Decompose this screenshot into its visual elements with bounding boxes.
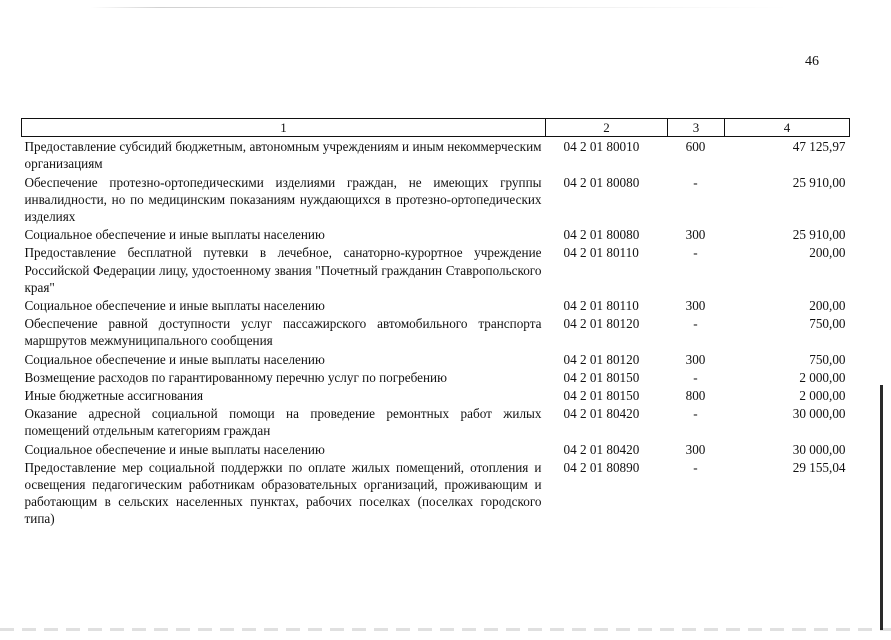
row-amount: 25 910,00 [792, 174, 846, 190]
row-amount: 30 000,00 [792, 406, 846, 422]
row-expense-type: 800 [685, 388, 706, 404]
table-header [22, 119, 850, 137]
row-code: 04 2 01 80110 [563, 298, 639, 314]
table-body [22, 137, 850, 528]
row-description: Возмещение расходов по гарантированному перечню услуг по погребению [24, 369, 447, 385]
row-code: 04 2 01 80010 [563, 139, 640, 155]
row-code: 04 2 01 80080 [563, 227, 640, 243]
row-description: Предоставление бесплатной путевки в лечебное, санаторно-курортное учреждение Российской Федерации лицу, удостоенному звания "Почетный гражданин Ставропольского края" [24, 245, 542, 295]
row-description: Оказание адресной социальной помощи на проведение ремонтных работ жилых помещений отдельным категориям граждан [24, 406, 542, 439]
row-expense-type: 300 [685, 351, 706, 367]
row-code: 04 2 01 80080 [563, 174, 640, 190]
table-row [22, 225, 850, 243]
row-expense-type: 300 [685, 298, 706, 314]
table-row [22, 173, 850, 226]
row-description: Социальное обеспечение и иные выплаты населению [24, 351, 325, 367]
row-amount: 2 000,00 [799, 369, 846, 385]
table-row [22, 296, 850, 314]
row-code: 04 2 01 80120 [563, 316, 640, 332]
table-row [22, 404, 850, 439]
row-expense-type: 300 [685, 441, 706, 457]
page-number: 46 [805, 54, 819, 69]
row-expense-type: 600 [685, 139, 706, 155]
row-code: 04 2 01 80150 [563, 388, 640, 404]
row-code: 04 2 01 80110 [563, 245, 639, 261]
row-amount: 200,00 [809, 298, 846, 314]
scan-artifact-top [90, 7, 790, 8]
row-amount: 47 125,97 [792, 139, 846, 155]
scan-artifact-edge [880, 385, 883, 630]
table-row [22, 368, 850, 386]
row-expense-type: - [693, 245, 698, 261]
header-cell-code: 2 [546, 119, 668, 137]
row-description: Социальное обеспечение и иные выплаты населению [24, 298, 325, 314]
scan-artifact-bottom [0, 628, 891, 631]
row-amount: 750,00 [809, 351, 846, 367]
row-amount: 29 155,04 [792, 459, 846, 475]
row-description: Иные бюджетные ассигнования [24, 388, 204, 404]
table-row [22, 314, 850, 349]
row-description: Социальное обеспечение и иные выплаты населению [24, 227, 325, 243]
table-row [22, 440, 850, 458]
row-expense-type: - [693, 459, 698, 475]
row-expense-type: - [693, 316, 698, 332]
row-expense-type: - [693, 369, 698, 385]
row-code: 04 2 01 80890 [563, 459, 640, 475]
row-code: 04 2 01 80150 [563, 369, 640, 385]
row-amount: 200,00 [809, 245, 846, 261]
header-cell-amount: 4 [725, 119, 850, 137]
header-cell-type: 3 [668, 119, 725, 137]
row-description: Предоставление субсидий бюджетным, автономным учреждениям и иным некоммерческим организациям [24, 139, 542, 172]
row-expense-type: - [693, 406, 698, 422]
row-expense-type: - [693, 174, 698, 190]
table-row [22, 350, 850, 368]
row-description: Предоставление мер социальной поддержки по оплате жилых помещений, отопления и освещения педагогическим работникам образовательных организаций, проживающим и работающим в сельских населенных пунктах, рабочих поселках (поселках городского типа) [24, 459, 542, 527]
row-amount: 25 910,00 [792, 227, 846, 243]
row-expense-type: 300 [685, 227, 706, 243]
row-code: 04 2 01 80420 [563, 441, 640, 457]
row-description: Обеспечение равной доступности услуг пассажирского автомобильного транспорта маршрутов межмуниципального сообщения [24, 316, 542, 349]
row-amount: 750,00 [809, 316, 846, 332]
header-row [22, 119, 850, 137]
budget-table [21, 118, 850, 528]
table-row [22, 458, 850, 528]
row-description: Социальное обеспечение и иные выплаты населению [24, 441, 325, 457]
row-code: 04 2 01 80120 [563, 351, 640, 367]
row-code: 04 2 01 80420 [563, 406, 640, 422]
header-cell-description: 1 [22, 119, 546, 137]
table-row [22, 137, 850, 173]
row-amount: 30 000,00 [792, 441, 846, 457]
row-amount: 2 000,00 [799, 388, 846, 404]
table-row [22, 386, 850, 404]
table-row [22, 243, 850, 296]
row-description: Обеспечение протезно-ортопедическими изделиями граждан, не имеющих группы инвалидности, но по медицинским показаниям нуждающихся в протезно-ортопедических изделиях [24, 174, 542, 225]
